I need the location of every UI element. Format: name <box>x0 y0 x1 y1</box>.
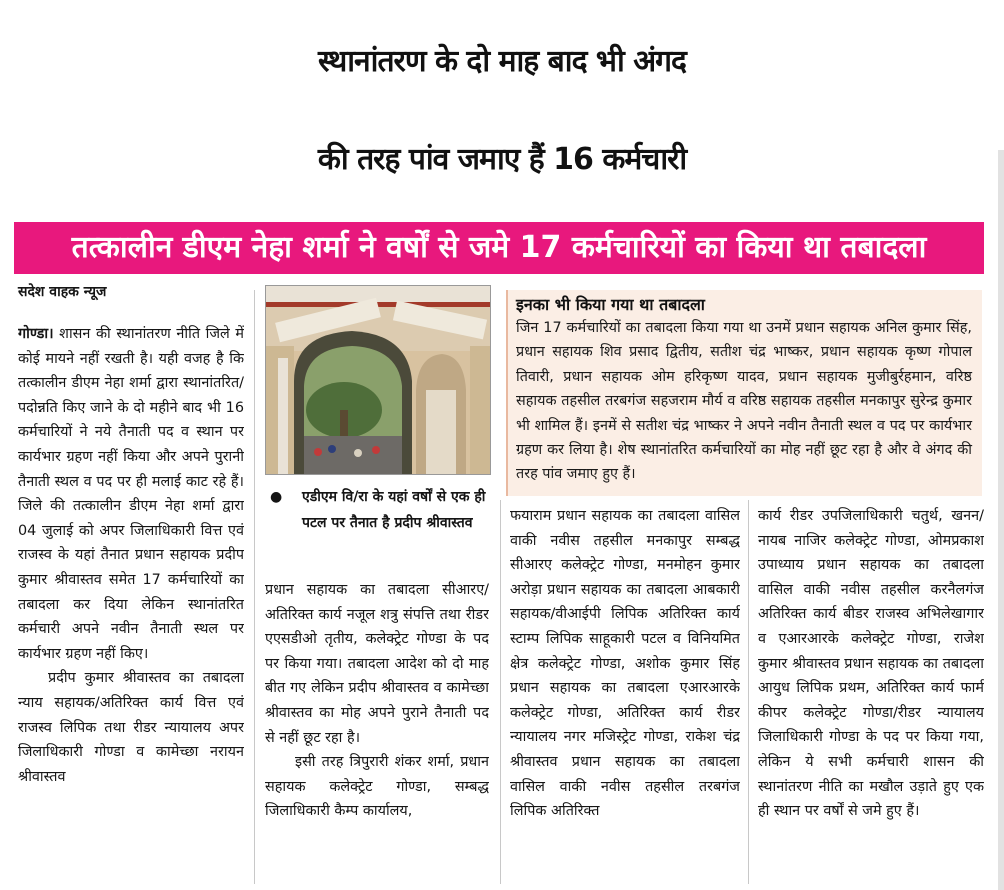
column-3-paragraph-1: फयाराम प्रधान सहायक का तबादला वासिल वाकी नवीस तहसील मनकापुर सम्बद्ध सीआरए कलेक्ट्रेट गोण्डा, मनमोहन कुमार अरोड़ा प्रधान सहायक का तबादला आबकारी सहायक/वीआईपी लिपिक अतिरिक्त कार्य स्टाम्प लिपिक साहूकारी पटल व विनियमित क्षेत्र कलेक्ट्रेट गोण्डा, अशोक कुमार सिंह प्रधान सहायक का तबादला एआरआरके कलेक्ट्रेट गोण्डा, अतिरिक्त कार्य रीडर न्यायालय नगर मजिस्ट्रेट गोण्डा, राकेश चंद्र श्रीवास्तव प्रधान सहायक का तबादला वासिल वाकी नवीस तहसील तरबगंज लिपिक अतिरिक्त <box>510 508 740 820</box>
previous-article-strip <box>0 0 1004 8</box>
headline-line-2: की तरह पांव जमाए हैं 16 कर्मचारी <box>317 142 687 177</box>
headline-line-1: स्थानांतरण के दो माह बाद भी अंगद <box>318 44 686 79</box>
page-edge-shadow <box>998 150 1004 890</box>
dateline: गोण्डा। <box>18 326 54 342</box>
column-1-text-1: शासन की स्थानांतरण नीति जिले में कोई मायने नहीं रखती है। यही वजह है कि तत्कालीन डीएम नेहा शर्मा द्वारा स्थानांतरित/पदोन्नति किए जाने के दो महीने बाद भी 16 कर्मचारियों ने नये तैनाती पद व स्थान पर कार्यभार ग्रहण नहीं किया और अपने पुरानी तैनाती स्थल व पद पर ही मलाई काट रहे हैं। जिले की तत्कालीन डीएम नेहा शर्मा द्वारा 04 जुलाई को अपर जिलाधिकारी वित्त एवं राजस्व के यहां तैनात प्रधान सहायक प्रदीप कुमार श्रीवास्तव समेत 17 कर्मचारियों का तबादला कर दिया लेकिन स्थानांतरित कर्मचारी अपने नवीन तैनाती स्थल पर कार्यभार ग्रहण नहीं किए। <box>18 326 244 662</box>
column-divider <box>254 290 255 884</box>
byline: सदेश वाहक न्यूज <box>18 284 107 300</box>
article-column-3 <box>510 504 740 884</box>
office-gate-illustration <box>266 286 490 474</box>
column-2-paragraph-2: इसी तरह त्रिपुरारी शंकर शर्मा, प्रधान सहायक कलेक्ट्रेट गोण्डा, सम्बद्ध जिलाधिकारी कैम्प कार्यालय, <box>265 754 489 820</box>
photo-caption <box>270 484 490 536</box>
photo-caption-text: एडीएम वि/रा के यहां वर्षों से एक ही पटल पर तैनात है प्रदीप श्रीवास्तव <box>302 489 486 531</box>
column-1-paragraph-1 <box>18 322 244 666</box>
box-text: जिन 17 कर्मचारियों का तबादला किया गया था उनमें प्रधान सहायक अनिल कुमार सिंह, प्रधान सहायक शिव प्रसाद द्वितीय, सतीश चंद्र भाष्कर, प्रधान सहायक कृष्ण गोपाल तिवारी, प्रधान सहायक ओम हरिकृष्ण यादव, प्रधान सहायक मुजीबुर्रहमान, वरिष्ठ सहायक तहसील तरबगंज सहजराम मौर्य व वरिष्ठ सहायक तहसील मनकापुर सुरेन्द्र कुमार भी शामिल हैं। इनमें से सतीश चंद्र भाष्कर ने अपने नवीन तैनाती स्थल व पद पर कार्यभार ग्रहण कर लिया है। शेष स्थानांतरित कर्मचारियों का मोह नहीं छूट रहा है और वे अंगद की तरह पांव जमाए हुए हैं। <box>516 320 972 483</box>
article-column-2 <box>265 578 489 884</box>
transfer-list-box <box>506 290 982 496</box>
column-4-paragraph-1: कार्य रीडर उपजिलाधिकारी चतुर्थ, खनन/नायब नाजिर कलेक्ट्रेट गोण्डा, ओमप्रकाश उपाध्याय प्रधान सहायक का तबादला वासिल वाकी नवीस तहसील करनैलगंज अतिरिक्त कार्य बीडर राजस्व अभिलेखागार व एआरआरके कलेक्ट्रेट गोण्डा, राजेश कुमार श्रीवास्तव प्रधान सहायक का तबादला आयुध लिपिक प्रथम, अतिरिक्त कार्य फार्म कीपर कलेक्ट्रेट गोण्डा/रीडर न्यायालय जिलाधिकारी गोण्डा के पद पर किया गया, लेकिन ये सभी कर्मचारी शासन की स्थानांतरण नीति का मखौल उड़ाते हुए एक ही स्थान पर वर्षों से जमे हुए हैं। <box>758 508 984 820</box>
subheadline-bar <box>14 222 984 274</box>
column-1-paragraph-2: प्रदीप कुमार श्रीवास्तव का तबादला न्याय सहायक/अतिरिक्त कार्य वित्त एवं राजस्व लिपिक तथा रीडर न्यायालय अपर जिलाधिकारी गोण्डा व कामेच्छा नरायन श्रीवास्तव <box>18 670 244 785</box>
column-divider <box>748 500 749 884</box>
article-column-1 <box>18 322 244 884</box>
bullet-icon: ● <box>270 489 283 505</box>
article-column-4 <box>758 504 984 884</box>
office-building-photo <box>265 285 491 475</box>
box-title: इनका भी किया गया था तबादला <box>516 295 705 314</box>
column-divider <box>500 500 501 884</box>
subheadline-text: तत्कालीन डीएम नेहा शर्मा ने वर्षों से जमे 17 कर्मचारियों का किया था तबादला <box>71 230 927 265</box>
column-2-paragraph-1: प्रधान सहायक का तबादला सीआरए/अतिरिक्त कार्य नजूल शत्रु संपत्ति तथा रीडर एएसडीओ तृतीय, कलेक्ट्रेट गोण्डा के पद पर किया गया। तबादला आदेश को दो माह बीत गए लेकिन प्रदीप श्रीवास्तव व कामेच्छा श्रीवास्तव का मोह अपने पुराने तैनाती पद से नहीं छूट रहा है। <box>265 582 489 746</box>
